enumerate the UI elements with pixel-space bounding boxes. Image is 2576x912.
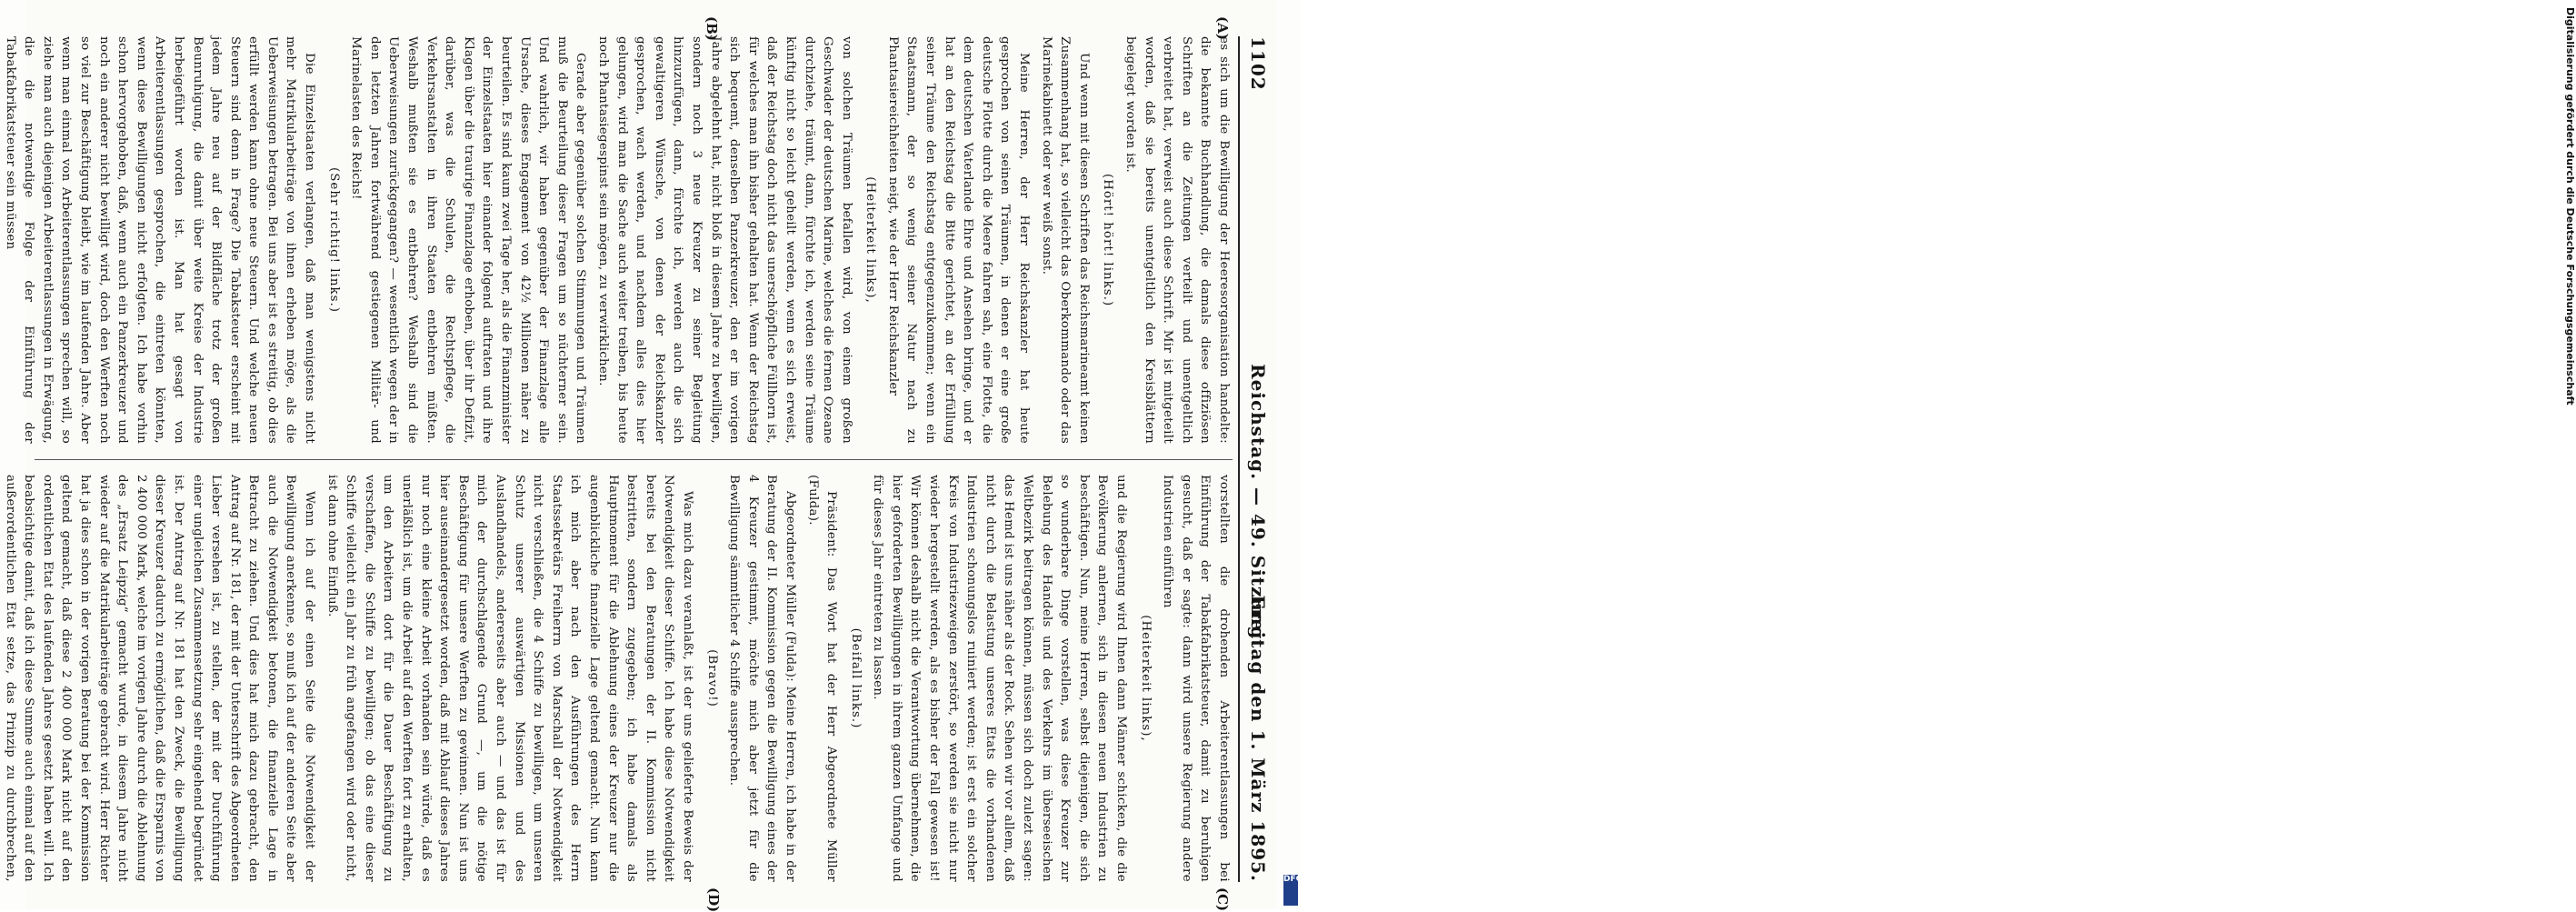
speaker-paragraph: Präsident: Das Wort hat der Herr Abgeordnete Müller (Fulda). — [805, 475, 839, 882]
newspaper-page — [3, 0, 1276, 912]
interjection: (Sehr richtig! links.) — [326, 167, 341, 313]
interjection: (Heiterkeit links), — [864, 176, 878, 304]
dfg-logo-text: DFG — [1283, 875, 1303, 884]
interjection: (Heiterkeit links), — [1138, 615, 1153, 742]
paragraph: es sich um die Bewilligung der Heeresorganisation handelte: die bekannte Buchhandlung, die damals diese offiziösen Schriften an die Zeitungen verteilt und unentgeltlich verbreitet hat, verweist auch diese Schrift. Mir ist mitgeteilt worden, daß sie bereits unentgeltlich den Kreisblättern beigelegt worden ist. — [1123, 36, 1231, 444]
running-title: Reichstag. — 49. Sitzung. — [1247, 364, 1269, 647]
interjection: (Hört! hört! links.) — [1101, 173, 1115, 307]
left-text-column — [3, 36, 1233, 444]
margin-marker-b: (B) — [704, 16, 720, 41]
digitization-footer — [1282, 0, 2576, 909]
interjection: (Beifall links.) — [848, 627, 863, 729]
page-number: 1102 — [1247, 36, 1269, 91]
paragraph: und die Regierung wird Ihnen dann Männer schicken, die die Bevölkerung anlernen, sich in diesen neuen Industrien zu beschäftigen. Nun, meine Herren, selbst diejenigen, die sich so wunderbare Dinge vorstellen, was diese Kreuzer zur Belebung des Handels und des Verkehrs im überseeischen Weltbezirk beitragen können, müssen sich doch zulezt sagen: das Hemd ist uns näher als der Rock. Sehen wir vor allem, daß nicht durch die Belastung unseres Etats die vorhandenen Industrien schonungslos ruiniert werden; ist erst ein solcher Kreis von Industriezweigen zerstört, so werden sie nicht nur wieder hergestellt werden, als es bisher der Fall gewesen ist! Wir können deshalb nicht die Verantwortung übernehmen, die hier geforderten Bewilligungen in ihrem ganzen Umfange und für dieses Jahr eintreten zu lassen. — [871, 475, 1129, 882]
session-date: Freitag den 1. März 1895. — [1247, 595, 1269, 882]
paragraph: vorstellten die drohenden Arbeiterentlassungen bei Einführung der Tabakfabrikatsteuer, damit zu beruhigen gesucht, daß er sagte: dann wird unsere Regierung andere Industrien einführen — [1161, 475, 1231, 882]
dfg-logo — [1283, 875, 1303, 906]
speaker-paragraph: Abgeordneter Müller (Fulda): Meine Herren, ich habe in der Beratung der II. Kommission gegen die Bewilligung eines der 4 Kreuzer gestimmt, möchte mich aber jetzt für die Bewilligung sämmtlicher 4 Schiffe aussprechen. — [727, 475, 797, 882]
paragraph: von solchen Träumen befallen wird, von einem großen Geschwader der deutschen Marine, welches die fernen Ozeane durchziehe, träumt, dann, fürchte ich, werden seine Träume künftig nicht so leicht geheilt werden, wenn es sich erweist, daß der Reichstag doch nicht das unerschöpfliche Füllhorn ist, für welches man ihn bisher gehalten hat. Wenn der Reichstag sich bequemt, denselben Panzerkreuzer, den er im vorigen Jahre abgelehnt hat, nicht bloß in diesem Jahre zu bewilligen, sondern noch 3 neue Kreuzer zu seiner Begleitung hinzuzufügen, dann, fürchte ich, werden auch die sich gewaltigeren Wünsche, von denen der Reichskanzler gesprochen, wach werden, und nachdem alles dies hier gelungen, wird man die Sache auch weiter treiben, bis heute noch Phantasiegespinst sein mögen, zu verwirklichen. — [596, 36, 854, 444]
interjection: (Bravo!) — [704, 649, 719, 707]
margin-marker-a: (A) — [1214, 16, 1231, 40]
paragraph: Die Einzelstaaten verlangen, daß man wenigstens nicht mehr Matrikularbeiträge von ihnen erheben möge, als die Ueberweisungen betragen. Bei uns aber ist es streitig, ob dies erfüllt werden kann ohne neue Steuern. Und welche neuen Steuern sind denn in Frage? Die Tabaksteuer erscheint mit jedem Jahre neu auf der Bildfläche trotz der großen Beunruhigung, die damit über weite Kreise der Industrie herbeigeführt worden ist. Man hat gesagt von Arbeiterentlassungen gesprochen, die eintreten könnten, wenn diese Bewilligungen nicht erfolgten. Ich habe vorhin schon hervorgehoben, daß, wenn auch ein Panzerkreuzer und noch ein anderer nicht bewilligt wird, doch den Werften noch so viel zur Beschäftigung bleibt, wie im laufenden Jahre. Aber wenn man einmal von Arbeiterentlassungen sprechen will, so ziehe man auch diejenigen Arbeiterentlassungen in Erwägung, die die notwendige Folge der Einführung der Tabakfabrikatsteuer sein müssen — [3, 36, 317, 444]
paragraph: Was mich dazu veranlaßt, ist der uns gelieferte Beweis der Notwendigkeit dieser Schiffe. Ich habe diese Notwendigkeit bereits bei den Beratungen der II. Kommission nicht bestritten, sondern zugegeben; ich habe damals als Hauptmoment für die Ablehnung eines der Kreuzer nur die augenblickliche finanzielle Lage geltend gemacht. Nun kann ich mich aber nach den Ausführungen des Herrn Staatssekretärs Freiherrn von Marschall der Notwendigkeit nicht verschließen, die 4 Schiffe zu bewilligen, um unseren Schutz unserer auswärtigen Missionen und des Auslandhandels, andererseits aber auch — und das ist für mich der durchschlagende Grund —, um die nötige Beschäftigung für unsere Werften zu gewinnen. Nun ist uns hier auseinandergesetzt worden, daß mit Ablauf dieses Jahres nur noch eine kleine Arbeit vorhanden sein würde, daß es unerläßlich ist, um die Arbeit auf den Werften fort zu erhalten, um den Arbeitern dort für die Dauer Beschäftigung zu verschaffen, die Schiffe zu bewilligen; ob das eine dieser Schiffe vielleicht ein Jahr zu früh angefangen wird oder nicht, ist dann ohne Einfluß. — [324, 475, 694, 882]
column-divider — [35, 459, 1233, 460]
paragraph: Und wenn mit diesen Schriften das Reichsmarineamt keinen Zusammenhang hat, so vielleicht das Oberkommando oder das Marinekabinett oder wer weiß sonst. — [1039, 36, 1091, 444]
page-header — [1242, 36, 1269, 882]
right-text-column — [3, 475, 1233, 882]
paragraph: Gerade aber gegenüber solchen Stimmungen und Träumen muß die Beurteilung dieser Fragen um so nüchterner sein. Und wahrlich, wir haben gegenüber der Finanzlage alle Ursache, dieses Engagement von 42½ Millionen näher zu beurteilen. Es sind kaum zwei Tage her, als die Finanzminister der Einzelstaaten hier einander folgend auftraten und ihre Klagen über die traurige Finanzlage erhoben, über ihr Defizit, darüber, was die Schulen, die Rechtspflege, die Verkehrsanstalten in ihren Staaten entbehren müßten. Weshalb mußten sie es entbehren? Weshalb sind die Ueberweisungen zurückgegangen? — wesentlich wegen der in den letzten Jahren fortwährend gestiegenen Militär- und Marinelasten des Reichs! — [349, 36, 588, 444]
paragraph: Meine Herren, der Herr Reichskanzler hat heute gesprochen von seinen Träumen, in denen er eine große deutsche Flotte durch die Meere fahren sah, eine Flotte, die dem deutschen Vaterlande Ehre und Ansehen bringe, und er hat an den Reichstag die Bitte gerichtet, an der Erfüllung seiner Träume den Reichstag entgegenzukommen; wenn ein Staatsmann, der so wenig seiner Natur nach zu Phantasiereichheiten neigt, wie der Herr Reichskanzler — [885, 36, 1032, 444]
margin-marker-d: (D) — [705, 887, 722, 912]
paragraph: Wenn ich auf der einen Seite die Notwendigkeit der Bewilligung anerkenne, so muß ich auf der anderen Seite aber auch die Notwendigkeit betonen, die finanzielle Lage in Betracht zu ziehen. Und dies hat mich dazu gebracht, den Antrag auf Nr. 181, der mit der Unterschrift des Abgeordneten Lieber versehen ist, zu stellen, der mit der Durchführung einer ungleichen Zusammensetzung sehr eingehend begründet ist. Der Antrag auf Nr. 181 hat den Zweck, die Bewilligung dieser Kreuzer dadurch zu ermöglichen, daß die Ersparnis von 2 400 000 Mark, welche im vorigen Jahre durch die Ablehnung des „Ersatz Leipzig“ gemacht wurde, in diesem Jahre nicht wieder auf die Matrikularbeiträge gebracht wird. Herr Richter hat ja dies schon in der vorigen Beratung bei der Kommission geltend gemacht, daß diese 2 400 000 Mark nicht auf den ordentlichen Etat des laufenden Jahres gesetzt haben will. Ich beabsichtige damit, daß ich diese Summe auch einmal auf den außerordentlichen Etat setze, das Prinzip zu durchbrechen, — [3, 475, 317, 882]
margin-marker-c: (C) — [1214, 887, 1231, 912]
funding-notice: Digitalisierung gefördert durch die Deutsche Forschungsgemeinschaft — [2564, 7, 2576, 406]
header-rule — [1238, 36, 1240, 882]
